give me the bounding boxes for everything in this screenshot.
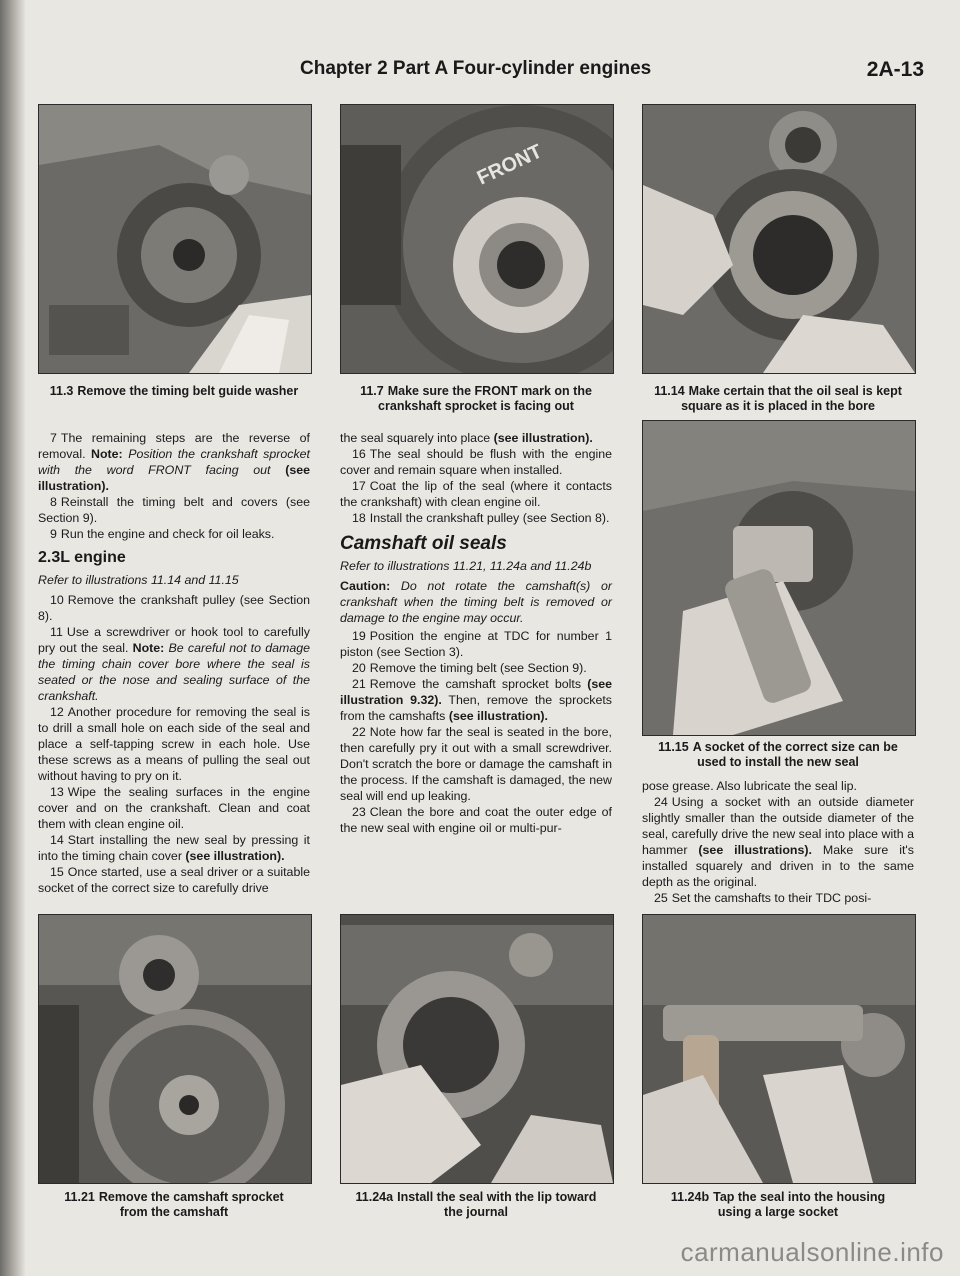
photo-11-7 xyxy=(340,104,614,374)
caption-number: 11.15 xyxy=(658,740,689,754)
continued-paragraph: pose grease. Also lubricate the seal lip. xyxy=(642,779,857,793)
step-14: 14 Start installing the new seal by pressing it into the timing chain cover (see illustration). xyxy=(38,833,310,863)
text-column-1 xyxy=(38,430,310,896)
caption-11-7 xyxy=(330,384,622,414)
step-20: 20 Remove the timing belt (see Section 9). xyxy=(352,661,587,675)
page-edge-shadow xyxy=(0,0,26,1276)
caption-11-24a xyxy=(330,1190,622,1220)
caption-11-14 xyxy=(632,384,924,414)
caption-text: Remove the timing belt guide washer xyxy=(77,384,299,398)
caption-11-21 xyxy=(28,1190,320,1220)
photo-11-14 xyxy=(642,104,916,374)
step-16: 16 The seal should be flush with the engine cover and remain square when installed. xyxy=(340,447,612,477)
caption-number: 11.21 xyxy=(64,1190,95,1204)
step-7: 7 The remaining steps are the reverse of removal. Note: Position the crankshaft sprocket with the word FRONT facing out (see illustration). xyxy=(38,431,310,493)
step-21: 21 Remove the camshaft sprocket bolts (see illustration 9.32). Then, remove the sprockets from the camshafts (see illustration). xyxy=(340,677,613,723)
photo-11-24b-image xyxy=(643,915,915,1183)
text-column-2 xyxy=(340,430,612,836)
caption-number: 11.3 xyxy=(49,384,74,398)
page-number: 2A-13 xyxy=(866,58,924,81)
photo-11-24a xyxy=(340,914,614,1184)
caption-11-3 xyxy=(38,384,310,399)
step-24: 24 Using a socket with an outside diameter slightly smaller than the outside diameter of the seal, carefully drive the new seal into place with a hammer (see illustrations). Make sure it's installed squarely and driven in to the same depth as the original. xyxy=(642,795,914,889)
photo-11-21 xyxy=(38,914,312,1184)
caption-line-2: the journal xyxy=(444,1205,508,1219)
photo-11-3-image xyxy=(39,105,311,373)
step-23: 23 Clean the bore and coat the outer edge of the new seal with engine oil or multi-pur- xyxy=(340,805,612,835)
step-12: 12 Another procedure for removing the seal is to drill a small hole on each side of the seal and place a self-tapping screw in each hole. Use these screws as a means of pulling the seal out without having to pry on it. xyxy=(38,705,310,783)
caption-line-2: using a large socket xyxy=(717,1205,839,1219)
step-25: 25 Set the camshafts to their TDC posi- xyxy=(654,891,872,905)
photo-11-3 xyxy=(38,104,312,374)
photo-11-15 xyxy=(642,420,916,736)
photo-11-7-image xyxy=(341,105,613,373)
step-15: 15 Once started, use a seal driver or a suitable socket of the correct size to carefully drive xyxy=(38,865,310,895)
step-9: 9 Run the engine and check for oil leaks. xyxy=(50,527,275,541)
text-column-3 xyxy=(642,778,914,906)
caption-line-1: Make certain that the oil seal is kept xyxy=(688,384,902,398)
illustration-reference: Refer to illustrations 11.14 and 11.15 xyxy=(38,573,239,587)
caption-number: 11.24a xyxy=(355,1190,394,1204)
step-8: 8 Reinstall the timing belt and covers (see Section 9). xyxy=(38,495,310,525)
step-18: 18 Install the crankshaft pulley (see Section 8). xyxy=(352,511,610,525)
caption-number: 11.24b xyxy=(670,1190,710,1204)
caption-line-1: Tap the seal into the housing xyxy=(713,1190,886,1204)
caption-line-2: from the camshaft xyxy=(119,1205,229,1219)
page-header xyxy=(300,58,924,86)
chapter-title: Chapter 2 Part A Four-cylinder engines xyxy=(300,58,652,79)
illustration-reference: Refer to illustrations 11.21, 11.24a and 11.24b xyxy=(340,559,592,573)
photo-11-21-image xyxy=(39,915,311,1183)
photo-11-24a-image xyxy=(341,915,613,1183)
step-11: 11 Use a screwdriver or hook tool to carefully pry out the seal. Note: Be careful not to damage the timing chain cover bore where the seal is seated or the nose and sealing surface of the crankshaft. xyxy=(38,625,310,703)
caption-number: 11.14 xyxy=(654,384,685,398)
section-heading-2-3l: 2.3L engine xyxy=(38,549,126,566)
front-stamp: FRONT xyxy=(473,140,546,190)
caption-line-2: crankshaft sprocket is facing out xyxy=(378,399,574,413)
photo-11-15-image xyxy=(643,421,915,735)
caption-number: 11.7 xyxy=(360,384,384,398)
caption-line-1: Make sure the FRONT mark on the xyxy=(387,384,592,398)
caption-line-2: square as it is placed in the bore xyxy=(681,399,875,413)
section-heading-camshaft-oil-seals: Camshaft oil seals xyxy=(340,533,507,554)
caption-11-15 xyxy=(632,740,924,770)
caption-line-1: Install the seal with the lip toward xyxy=(397,1190,597,1204)
caption-line-2: used to install the new seal xyxy=(697,755,859,769)
caption-11-24b xyxy=(632,1190,924,1220)
step-22: 22 Note how far the seal is seated in the bore, then carefully pry it out with a small screwdriver. Don't scratch the bore or damage the camshaft in the process. If the camshaft is damaged, the new seal will end up leaking. xyxy=(340,725,612,803)
step-13: 13 Wipe the sealing surfaces in the engine cover and on the crankshaft. Clean and coat them with clean engine oil. xyxy=(38,785,310,831)
step-19: 19 Position the engine at TDC for number 1 piston (see Section 3). xyxy=(340,629,612,659)
step-17: 17 Coat the lip of the seal (where it contacts the crankshaft) with clean engine oil. xyxy=(340,479,612,509)
site-watermark: carmanualsonline.info xyxy=(680,1237,944,1267)
step-10: 10 Remove the crankshaft pulley (see Section 8). xyxy=(38,593,310,623)
caption-line-1: A socket of the correct size can be xyxy=(692,740,898,754)
continued-paragraph: the seal squarely into place (see illustration). xyxy=(340,431,593,445)
photo-11-24b xyxy=(642,914,916,1184)
photo-11-14-image xyxy=(643,105,915,373)
caution-note: Caution: Do not rotate the camshaft(s) or crankshaft when the timing belt is removed or damage to the engine may occur. xyxy=(340,579,612,625)
caption-line-1: Remove the camshaft sprocket xyxy=(98,1190,284,1204)
